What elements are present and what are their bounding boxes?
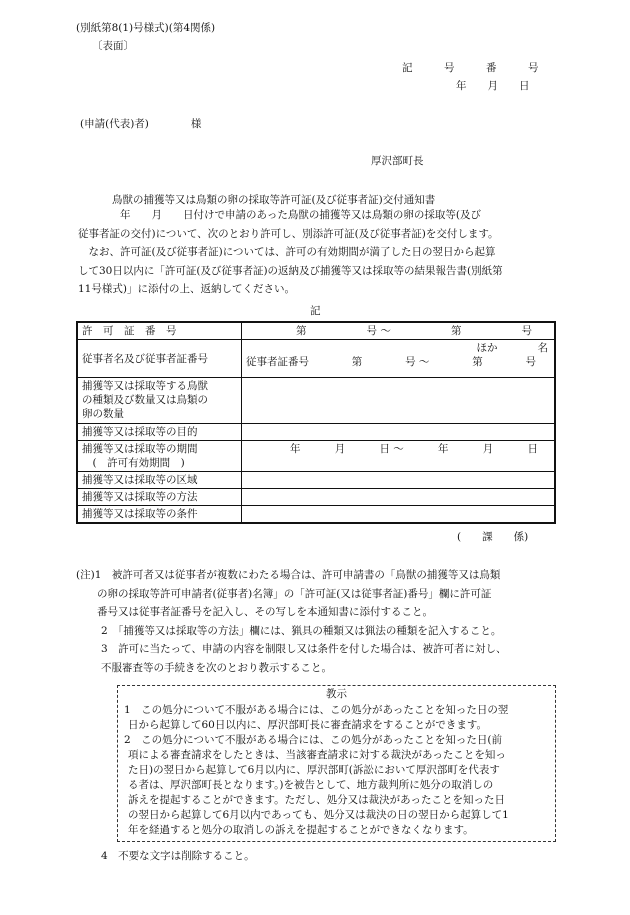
- row-label: 捕獲等又は採取等の区域: [77, 472, 242, 489]
- table-row: [77, 322, 555, 340]
- instruction-line: た日)の翌日から起算して6月以内に、厚沢部町(訴訟において厚沢部町を代表す: [128, 764, 500, 776]
- instruction-line: る者は、厚沢部町長となります。)を被告として、地方裁判所に処分の取消しの: [128, 779, 494, 791]
- row-label: 捕獲等又は採取等の方法: [77, 489, 242, 506]
- table-row: [77, 340, 555, 378]
- intro-line: なお、許可証(及び従事者証)については、許可の有効期間が満了した日の翌日から起算: [78, 246, 496, 258]
- worker-cell: ほか 名 従事者証番号 第 号 ～ 第 号: [242, 340, 556, 378]
- row-label: 捕獲等又は採取等の目的: [77, 424, 242, 441]
- instruction-line: 日から起算して60日以内に、厚沢部町長に審査請求をすることができます。: [128, 719, 488, 731]
- period-cell: 年 月 日 ～ 年 月 日: [242, 441, 556, 472]
- value-cell: [242, 472, 556, 489]
- table-row: [77, 506, 555, 524]
- table-row: [77, 489, 555, 506]
- note-3: 3 許可に当たって、申請の内容を制限し又は条件を付した場合は、被許可者に対し、 不服審査等の手続きを次のとおり教示すること。: [101, 643, 507, 674]
- instruction-title: 教示: [326, 688, 347, 700]
- document-title: 鳥獣の捕獲等又は鳥類の卵の採取等許可証(及び従事者証)交付通知書: [112, 194, 436, 206]
- value-cell: [242, 378, 556, 424]
- row-label: 許 可 証 番 号: [77, 322, 242, 340]
- intro-paragraph: [78, 206, 558, 299]
- value-cell: [242, 424, 556, 441]
- note-2: 2 「捕獲等又は採取等の方法」欄には、猟具の種類又は猟法の種類を記入すること。: [101, 625, 502, 637]
- instruction-line: 項による審査請求をしたときは、当該審査請求に対する裁決があったことを知っ: [128, 749, 506, 761]
- instruction-line: 2 この処分について不服がある場合には、この処分があったことを知った日(前: [124, 734, 502, 746]
- row-label: 捕獲等又は採取等の期間 ( 許可有効期間 ): [77, 441, 242, 472]
- instruction-line: の翌日から起算して6月以内であっても、処分又は裁決の日の翌日から起算して1: [128, 809, 509, 821]
- intro-line: して30日以内に「許可証(及び従事者証)の返納及び捕獲等又は採取等の結果報告書(別紙第: [78, 264, 503, 277]
- date-label: 年 月 日: [456, 80, 530, 92]
- value-cell: [242, 506, 556, 524]
- value-cell: [242, 489, 556, 506]
- note-4: 4 不要な文字は削除すること。: [101, 850, 255, 862]
- table-row: [77, 424, 555, 441]
- instruction-line: 年を経過すると処分の取消しの訴えを提起することができなくなります。: [128, 824, 474, 836]
- permit-number-cell: 第 号 ～ 第 号: [242, 322, 556, 340]
- instruction-box: [117, 685, 556, 842]
- note-1: (注)1 被許可者又は従事者が複数にわたる場合は、許可申請書の「鳥獣の捕獲等又は鳥類 の卵の採取等許可申請者(従事者)名簿」の「許可証(又は従事者証)番号」欄に許可証 番号又は従事者証番号を記入し、その写しを本通知書に添付すること。: [76, 569, 501, 618]
- table-row: [77, 441, 555, 472]
- row-label: 捕獲等又は採取等する鳥獣 の種類及び数量又は鳥類の 卵の数量: [77, 378, 242, 424]
- row-label: 捕獲等又は採取等の条件: [77, 506, 242, 524]
- intro-line: 従事者証の交付)について、次のとおり許可し、別添許可証(及び従事者証)を交付します。: [78, 227, 499, 240]
- intro-line: 年 月 日付けで申請のあった鳥獣の捕獲等又は鳥類の卵の採取等(及び: [78, 209, 481, 221]
- issuer-name: 厚沢部町長: [371, 155, 424, 167]
- applicant-label: (申請(代表)者) 様: [80, 118, 202, 130]
- ki-label: 記: [310, 305, 321, 317]
- record-number-label: 記 号 番 号: [402, 62, 539, 74]
- table-row: [77, 472, 555, 489]
- instruction-line: 1 この処分について不服がある場合には、この処分があったことを知った日の翌: [124, 704, 509, 716]
- instruction-line: 訴えを提起することができます。ただし、処分又は裁決があったことを知った日: [128, 794, 506, 806]
- side-label: 〔表面〕: [92, 40, 134, 52]
- form-id: (別紙第8(1)号様式)(第4関係): [76, 22, 216, 34]
- section-footer: ( 課 係): [457, 531, 529, 543]
- table-row: [77, 378, 555, 424]
- intro-line: 11号様式)」に添付の上、返納してください。: [78, 283, 295, 295]
- permit-table: [76, 321, 556, 524]
- row-label: 従事者名及び従事者証番号: [77, 340, 242, 378]
